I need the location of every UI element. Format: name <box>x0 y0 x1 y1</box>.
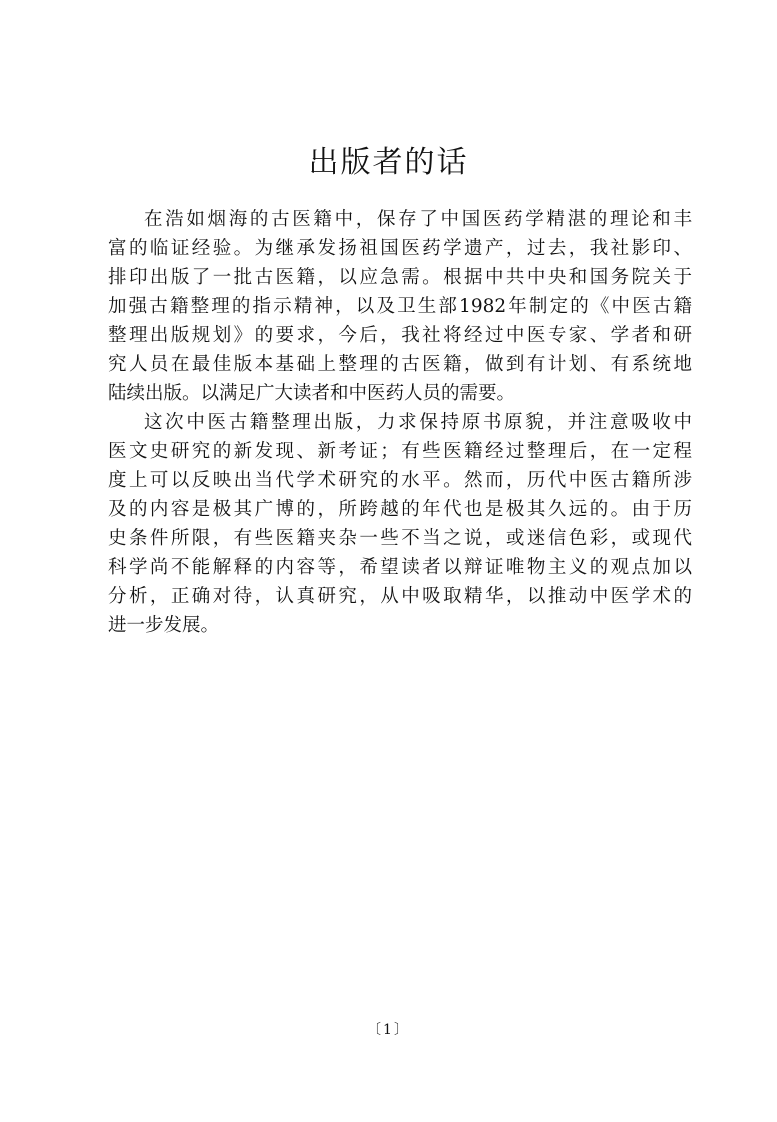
paragraph-line: 富的临证经验。为继承发扬祖国医药学遗产，过去，我社影印、 <box>108 238 692 259</box>
paragraph-line: 整理出版规划》的要求，今后，我社将经过中医专家、学者和研 <box>108 325 692 346</box>
paragraph-line: 医文史研究的新发现、新考证；有些医籍经过整理后，在一定程 <box>108 441 692 462</box>
paragraph-line: 科学尚不能解释的内容等，希望读者以辩证唯物主义的观点加以 <box>108 557 692 578</box>
page-number: 〔1〕 <box>367 1022 410 1038</box>
paragraph-line: 这次中医古籍整理出版，力求保持原书原貌，并注意吸收中 <box>144 412 692 433</box>
paragraph-line: 陆续出版。以满足广大读者和中医药人员的需要。 <box>108 383 516 404</box>
foreword-body <box>108 206 692 641</box>
paragraph-line: 究人员在最佳版本基础上整理的古医籍，做到有计划、有系统地 <box>108 354 692 375</box>
paragraph-line: 排印出版了一批古医籍，以应急需。根据中共中央和国务院关于 <box>108 267 692 288</box>
paragraph-line: 在浩如烟海的古医籍中，保存了中国医药学精湛的理论和丰 <box>144 209 692 230</box>
paragraph-line: 进一步发展。 <box>108 615 220 636</box>
paragraph-line: 及的内容是极其广博的，所跨越的年代也是极其久远的。由于历 <box>108 499 692 520</box>
paragraph-line: 加强古籍整理的指示精神，以及卫生部1982年制定的《中医古籍 <box>108 296 692 317</box>
paragraph-line: 史条件所限，有些医籍夹杂一些不当之说，或迷信色彩，或现代 <box>108 528 692 549</box>
page-title: 出版者的话 <box>308 145 469 180</box>
paragraph-line: 分析，正确对待，认真研究，从中吸取精华，以推动中医学术的 <box>108 586 692 607</box>
paragraph-line: 度上可以反映出当代学术研究的水平。然而，历代中医古籍所涉 <box>108 470 692 491</box>
